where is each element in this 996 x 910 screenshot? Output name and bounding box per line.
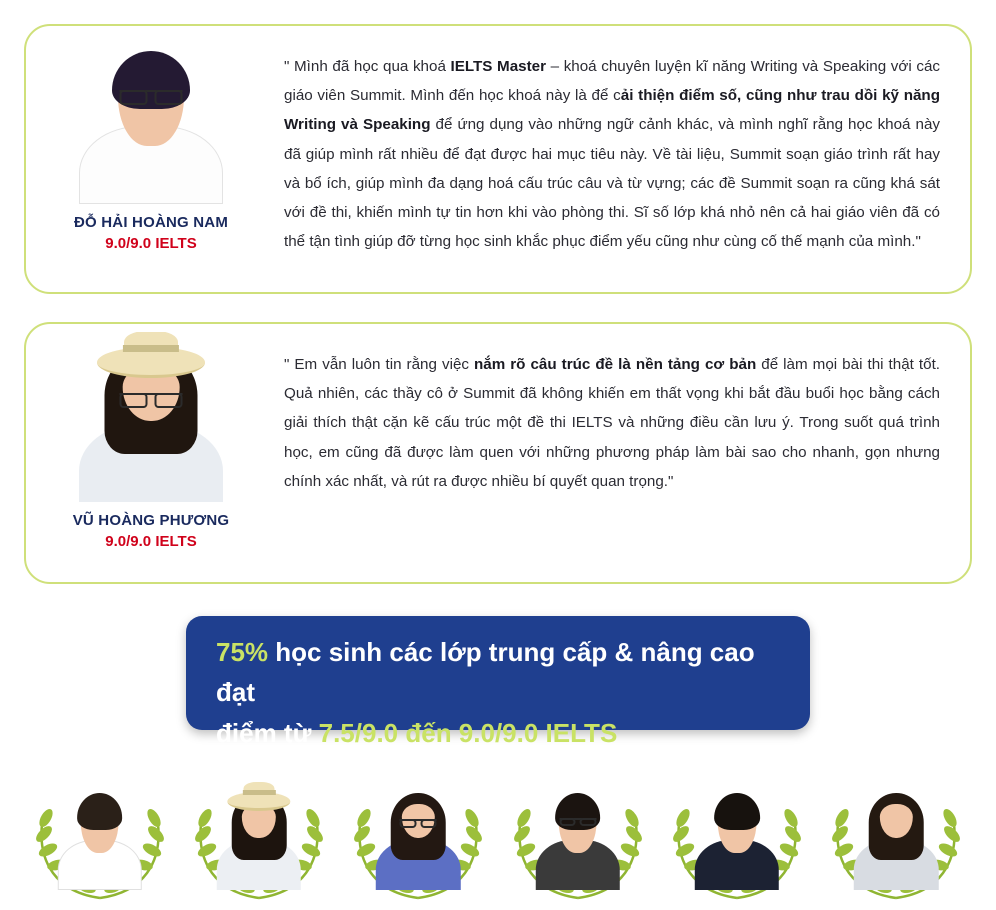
testimonial-quote: " Em vẫn luôn tin rằng việc nắm rõ câu trúc đề là nền tảng cơ bản để làm mọi bài thi thật tốt. Quả nhiên, các thầy cô ở Summit đã không khiến em thất vọng khi bắt đầu buổi học bằng cách giải thích thật cặn kẽ cấu trúc một đề thi IELTS và những điều cần lưu ý. Trong suốt quá trình học, em cũng đã được làm quen với những phương pháp làm bài sao cho nhanh, gọn nhưng chính xác nhất, và rút ra được nhiều bí quyết quan trọng." xyxy=(284,356,941,490)
student-score: 9.0/9.0 IELTS xyxy=(105,533,197,550)
laurel-avatar-male-suit-icon xyxy=(667,766,807,906)
student-score: 9.0/9.0 IELTS xyxy=(105,235,197,252)
student-profile xyxy=(26,324,276,550)
banner-line2-prefix: điểm từ xyxy=(216,717,319,748)
testimonial-card xyxy=(24,24,972,294)
laurel-avatar-female-long-hair-icon xyxy=(826,766,966,906)
testimonial-card xyxy=(24,322,972,584)
student-portrait-female-hat-glasses-icon xyxy=(76,332,226,502)
banner-line2-highlight: 7.5/9.0 đến 9.0/9.0 IELTS xyxy=(318,717,618,748)
laurel-avatar-female-glasses-icon xyxy=(348,766,488,906)
laurel-avatar-male-glasses-icon xyxy=(508,766,648,906)
laurel-avatar-male-shirt-icon xyxy=(30,766,170,906)
student-portrait-male-glasses-icon xyxy=(76,34,226,204)
banner-line1-text: học sinh các lớp trung cấp & nâng cao đạt xyxy=(216,637,755,708)
banner-percent: 75% xyxy=(216,637,269,667)
laurel-avatar-female-hat-icon xyxy=(189,766,329,906)
student-name: VŨ HOÀNG PHƯƠNG xyxy=(72,512,230,529)
student-name: ĐỖ HẢI HOÀNG NAM xyxy=(73,214,229,231)
laurel-avatar-strip xyxy=(0,762,996,910)
statistic-banner xyxy=(186,616,810,748)
testimonial-quote: " Mình đã học qua khoá IELTS Master – khoá chuyên luyện kĩ năng Writing và Speaking với các giáo viên Summit. Mình đến học khoá này là để cải thiện điểm số, cũng như trau dồi kỹ năng Writing và Speaking để ứng dụng vào những ngữ cảnh khác, và mình nghĩ rằng học khoá này đã giúp mình rất nhiều để đạt được hai mục tiêu này. Về tài liệu, Summit soạn giáo trình rất hay và bổ ích, giúp mình đa dạng hoá cấu trúc câu và từ vựng; các đề Summit soạn ra cũng khá sát với đề thi, khiến mình tự tin hơn khi vào phòng thi. Sĩ số lớp khá nhỏ nên cả hai giáo viên đã có thể tận tình giúp đỡ từng học sinh khắc phục điểm yếu cũng như cùng cố thế mạnh của mình." xyxy=(284,58,941,251)
student-profile xyxy=(26,26,276,252)
